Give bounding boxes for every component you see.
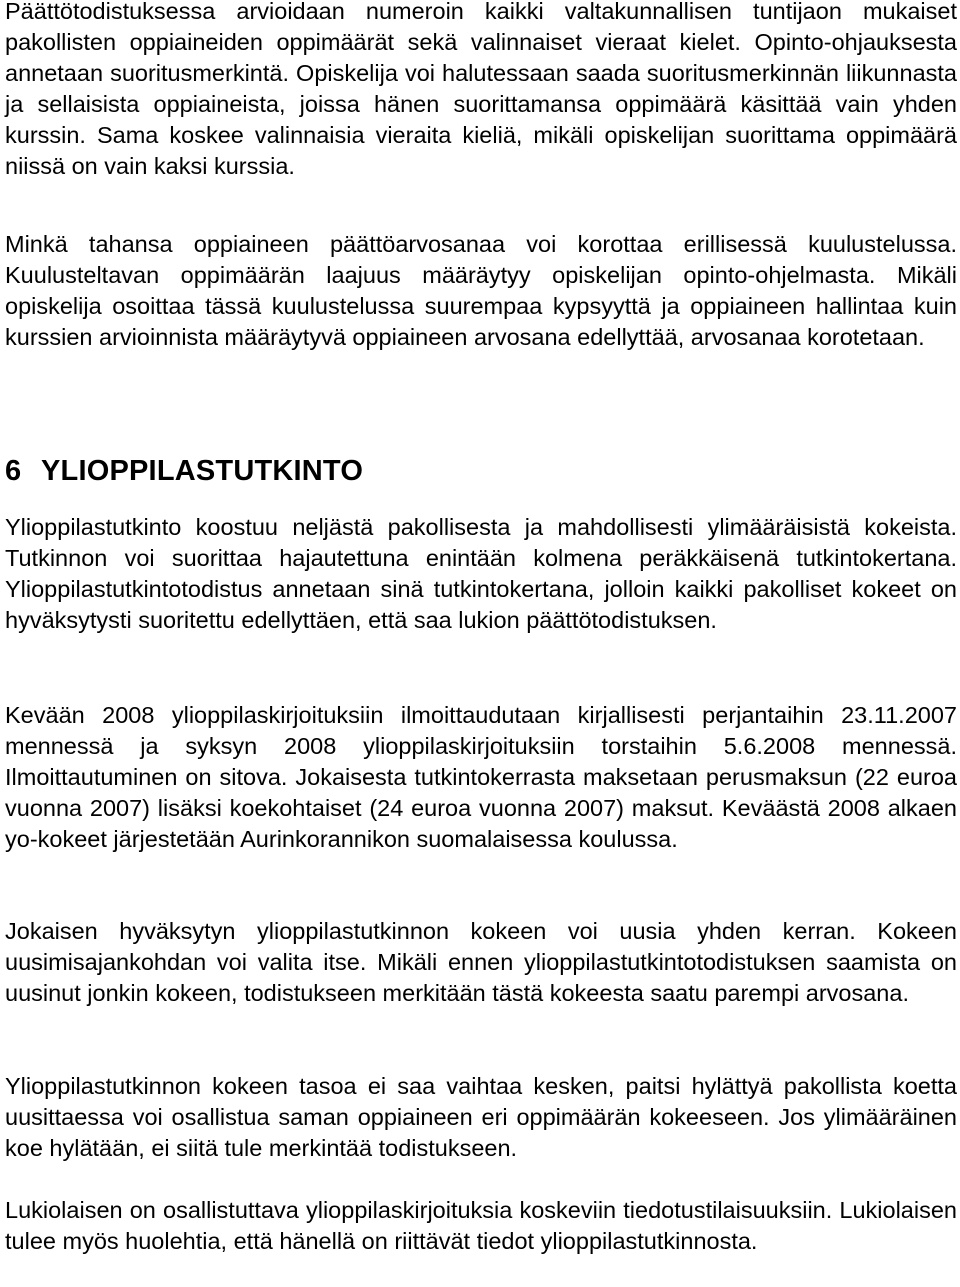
section-title: YLIOPPILASTUTKINTO [41,455,364,487]
paragraph-exam-structure: Ylioppilastutkinto koostuu neljästä pakollisesta ja mahdollisesti ylimääräisistä kokeista. Tutkinnon voi suorittaa hajautettuna enintään kolmena peräkkäisenä tutkintokertana. Ylioppilastutkintotodistus annetaan sinä tutkintokertana, jolloin kaikki pakolliset kokeet on hyväksytysti suoritettu edellyttäen, että saa lukion päättötodistuksen. [5,514,957,633]
section-heading [5,454,957,488]
paragraph-grade-improvement: Minkä tahansa oppiaineen päättöarvosanaa voi korottaa erillisessä kuulustelussa. Kuulusteltavan oppimäärän laajuus määräytyy opiskelijan opinto-ohjelmasta. Mikäli opiskelija osoittaa tässä kuulustelussa suurempaa kypsyyttä ja oppiaineen hallintaa kuin kurssien arvioinnista määräytyvä oppiaineen arvosana edellyttää, arvosanaa korotetaan. [5,231,957,350]
section-number: 6 [5,455,22,487]
paragraph-final-certificate-grading: Päättötodistuksessa arvioidaan numeroin kaikki valtakunnallisen tuntijaon mukaiset pakollisten oppiaineiden oppimäärät sekä valinnaiset vieraat kielet. Opinto-ohjauksesta annetaan suoritusmerkintä. Opiskelija voi halutessaan saada suoritusmerkinnän liikunnasta ja sellaisista oppiaineista, joissa hänen suorittamansa oppimäärä käsittää vain yhden kurssin. Sama koskee valinnaisia vieraita kieliä, mikäli opiskelijan suorittama oppimäärä niissä on vain kaksi kurssia. [5,0,957,179]
paragraph-registration: Kevään 2008 ylioppilaskirjoituksiin ilmoittaudutaan kirjallisesti perjantaihin 23.11.2007 mennessä ja syksyn 2008 ylioppilaskirjoituksiin torstaihin 5.6.2008 mennessä. Ilmoittautuminen on sitova. Jokaisesta tutkintokerrasta maksetaan perusmaksun (22 euroa vuonna 2007) lisäksi koekohtaiset (24 euroa vuonna 2007) maksut. Keväästä 2008 alkaen yo-kokeet järjestetään Aurinkorannikon suomalaisessa koulussa. [5,702,957,852]
paragraph-info-sessions: Lukiolaisen on osallistuttava ylioppilaskirjoituksia koskeviin tiedotustilaisuuksiin. Lukiolaisen tulee myös huolehtia, että hänellä on riittävät tiedot ylioppilastutkinnosta. [5,1197,957,1254]
paragraph-exam-level: Ylioppilastutkinnon kokeen tasoa ei saa vaihtaa kesken, paitsi hylättyä pakollista koetta uusittaessa voi osallistua saman oppiaineen eri oppimäärän kokeeseen. Jos ylimääräinen koe hylätään, ei siitä tule merkintää todistukseen. [5,1073,957,1161]
paragraph-retaking-exams: Jokaisen hyväksytyn ylioppilastutkinnon kokeen voi uusia yhden kerran. Kokeen uusimisajankohdan voi valita itse. Mikäli ennen ylioppilastutkintotodistuksen saamista on uusinut jonkin kokeen, todistukseen merkitään tästä kokeesta saatu parempi arvosana. [5,918,957,1006]
